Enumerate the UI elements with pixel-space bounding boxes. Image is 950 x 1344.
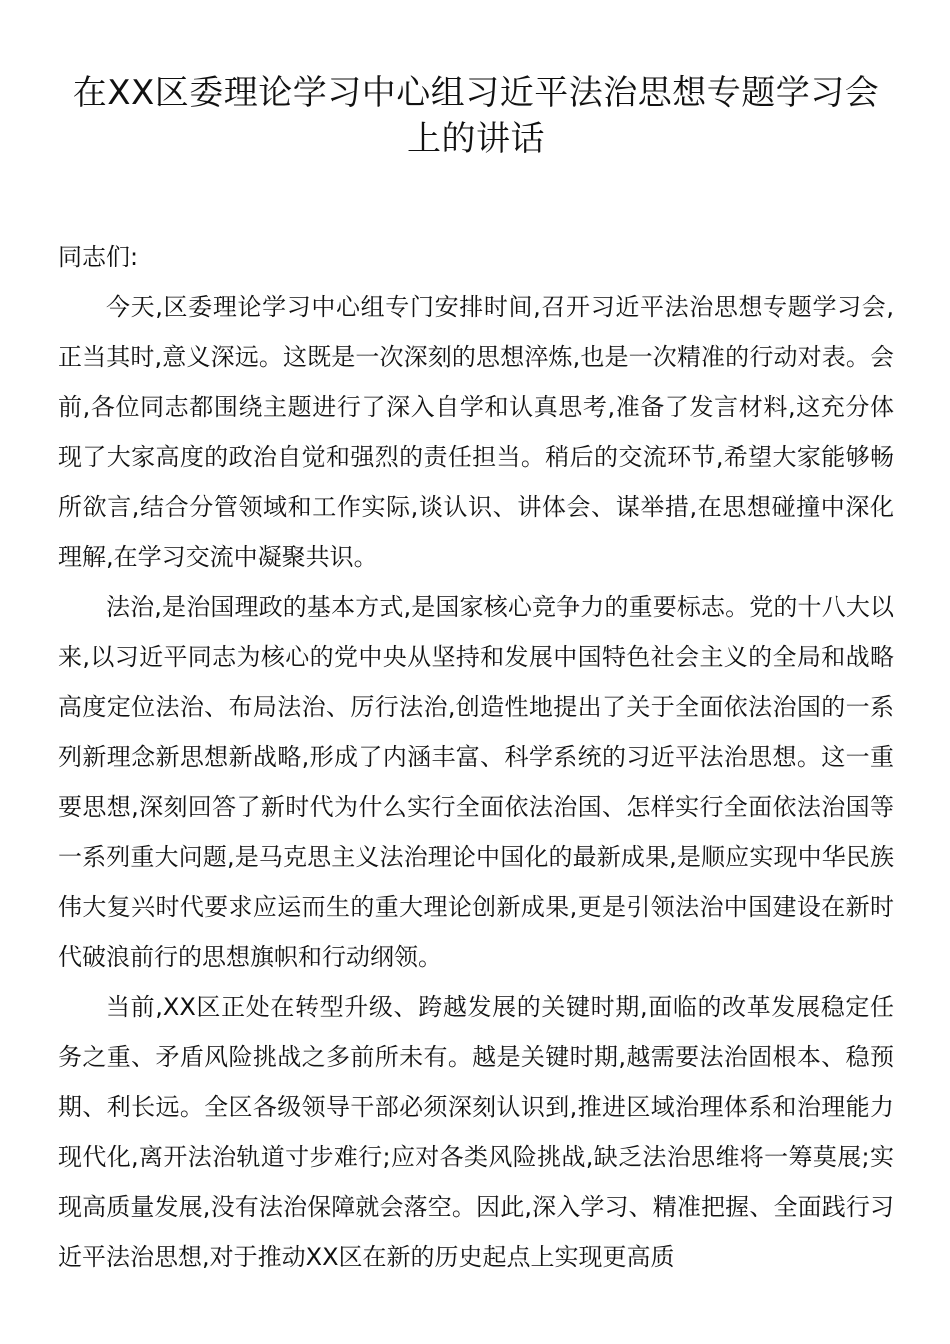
document-page — [58, 0, 894, 1282]
greeting: 同志们: — [58, 243, 139, 271]
paragraph-1: 今天,区委理论学习中心组专门安排时间,召开习近平法治思想专题学习会,正当其时,意义深远。这既是一次深刻的思想淬炼,也是一次精准的行动对表。会前,各位同志都围绕主题进行了深入自学和认真思考,准备了发言材料,这充分体现了大家高度的政治自觉和强烈的责任担当。稍后的交流环节,希望大家能够畅所欲言,结合分管领域和工作实际,谈认识、讲体会、谋举措,在思想碰撞中深化理解,在学习交流中凝聚共识。 — [58, 293, 894, 571]
paragraph-3: 当前,XX区正处在转型升级、跨越发展的关键时期,面临的改革发展稳定任务之重、矛盾风险挑战之多前所未有。越是关键时期,越需要法治固根本、稳预期、利长远。全区各级领导干部必须深刻认识到,推进区域治理体系和治理能力现代化,离开法治轨道寸步难行;应对各类风险挑战,缺乏法治思维将一筹莫展;实现高质量发展,没有法治保障就会落空。因此,深入学习、精准把握、全面践行习近平法治思想,对于推动XX区在新的历史起点上实现更高质 — [58, 993, 894, 1271]
document-title: 在XX区委理论学习中心组习近平法治思想专题学习会上的讲话 — [72, 73, 880, 159]
paragraph-2: 法治,是治国理政的基本方式,是国家核心竞争力的重要标志。党的十八大以来,以习近平同志为核心的党中央从坚持和发展中国特色社会主义的全局和战略高度定位法治、布局法治、厉行法治,创造性地提出了关于全面依法治国的一系列新理念新思想新战略,形成了内涵丰富、科学系统的习近平法治思想。这一重要思想,深刻回答了新时代为什么实行全面依法治国、怎样实行全面依法治国等一系列重大问题,是马克思主义法治理论中国化的最新成果,是顺应实现中华民族伟大复兴时代要求应运而生的重大理论创新成果,更是引领法治中国建设在新时代破浪前行的思想旗帜和行动纲领。 — [58, 593, 894, 971]
